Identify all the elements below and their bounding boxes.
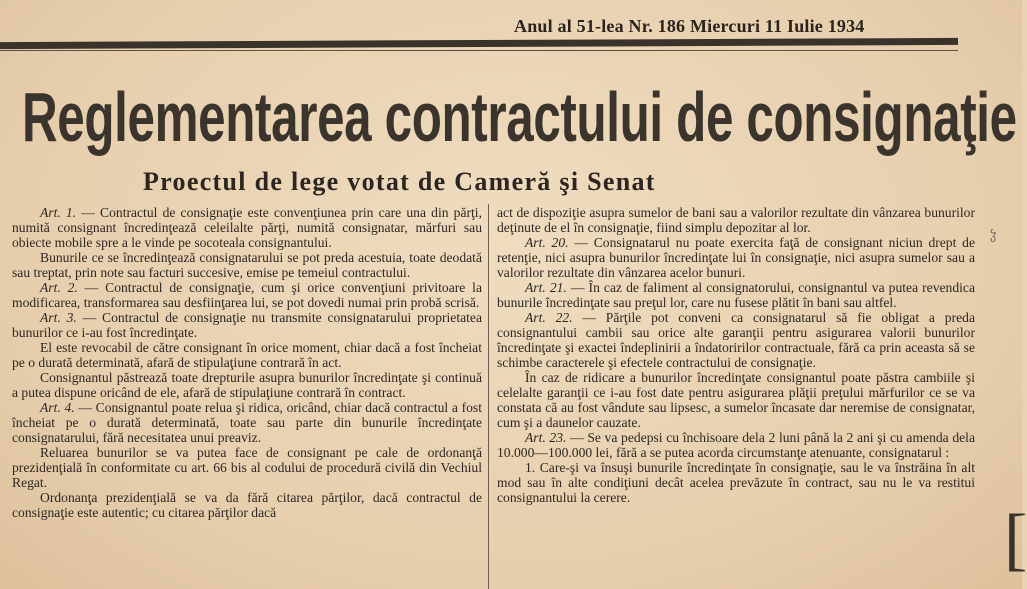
article-label: Art. 21.	[525, 280, 567, 295]
masthead-rule	[0, 38, 958, 49]
paragraph	[497, 370, 975, 430]
column-divider	[488, 204, 489, 589]
article-label: Art. 1.	[40, 205, 77, 220]
paragraph-text: — Consignantul poate relua şi ridica, oricând, chiar dacă contractul a fost încheiat pe o durată determinată, toate sau parte din bunurile încredinţate consignatarului, fără necesitatea unui preaviz.	[12, 400, 482, 445]
article-column-left	[12, 205, 482, 589]
column-bracket-mark: [	[1004, 501, 1027, 578]
paragraph	[12, 445, 482, 490]
paragraph-text: Bunurile ce se încredinţează consignatarului se pot preda acestuia, toate deodată sau treptat, prin note sau facturi succesive, emise pe temeiul contractului.	[12, 250, 482, 280]
article-label: Art. 4.	[40, 400, 75, 415]
paragraph-text: Consignantul păstrează toate drepturile asupra bunurilor încredinţate şi continuă a putea dispune oricând de ele, afară de stipulaţiune contrară în contract.	[12, 370, 482, 400]
paragraph	[12, 280, 482, 310]
paragraph	[12, 205, 482, 250]
masthead-thin-rule	[0, 50, 958, 51]
paragraph	[497, 430, 975, 460]
paragraph	[497, 310, 975, 370]
paragraph-text: — În caz de faliment al consignatorului, consignantul va putea revendica bunurile încredinţate sau preţul lor, care nu fusese plătit în bani sau altfel.	[497, 280, 975, 310]
article-subheadline: Proectul de lege votat de Cameră şi Senat	[143, 167, 656, 196]
paragraph-text: — Se va pedepsi cu închisoare dela 2 luni până la 2 ani şi cu amenda dela 10.000—100.000 lei, fără a se putea acorda circumstanţe atenuante, consignatarul :	[497, 430, 975, 460]
paragraph	[12, 400, 482, 445]
paragraph	[12, 310, 482, 340]
paragraph-text: Ordonanţa prezidenţială se va da fără citarea părţilor, dacă contractul de consignaţie este autentic; cu citarea părţilor dacă	[12, 490, 482, 520]
paragraph	[12, 250, 482, 280]
paragraph	[497, 235, 975, 280]
paragraph-text: — Consignatarul nu poate exercita faţă de consignant niciun drept de retenţie, nici asupra bunurilor încredinţate lui în consignaţie, nici asupra sumelor sau a valorilor rezultate din vânzarea acelor bunuri.	[497, 235, 975, 280]
paragraph-text: — Contractul de consignaţie este convenţiunea prin care una din părţi, numită consignant încredinţează celeilalte părţi, numită consignatar, mărfuri sau obiecte mobile spre a le vinde pe socoteala consignantului.	[12, 205, 482, 250]
paragraph-text: — Contractul de consignaţie, cum şi orice convenţiuni privitoare la modificarea, transformarea sau desfiinţarea lui, se pot dovedi numai prin probă scrisă.	[12, 280, 482, 310]
paragraph	[497, 280, 975, 310]
paragraph-text: El este revocabil de către consignant în orice moment, chiar dacă a fost încheiat pe o durată determinată, afară de stipulaţiune contrară în act.	[12, 340, 482, 370]
ink-speck: ჴ	[990, 228, 997, 242]
paragraph-text: Reluarea bunurilor se va putea face de consignant pe cale de ordonanţă prezidenţială în conformitate cu art. 66 bis al codului de procedură civilă din Vechiul Regat.	[12, 445, 482, 490]
paragraph	[497, 460, 975, 505]
article-label: Art. 23.	[525, 430, 567, 445]
issue-line: Anul al 51-lea Nr. 186 Miercuri 11 Iulie 1934	[514, 16, 865, 36]
article-label: Art. 2.	[40, 280, 78, 295]
article-label: Art. 22.	[525, 310, 573, 325]
paragraph	[12, 370, 482, 400]
paragraph-text: 1. Care-şi va însuşi bunurile încredinţate în consignaţie, sau le va înstrăina în alt mod sau în alte condiţiuni decât acelea prevăzute în contract, sau nu le va restitui consignantului la cerere.	[497, 460, 975, 505]
paragraph	[12, 340, 482, 370]
article-label: Art. 3.	[40, 310, 77, 325]
paragraph	[12, 490, 482, 520]
article-label: Art. 20.	[525, 235, 569, 250]
paragraph-text: — Contractul de consignaţie nu transmite consignatarului proprietatea bunurilor ce i-au fost încredinţate.	[12, 310, 482, 340]
paragraph-text: act de dispoziţie asupra sumelor de bani sau a valorilor rezultate din vânzarea bunurilor deţinute de el în consignaţie, fiind simplu depozitar al lor.	[497, 205, 975, 235]
paragraph-text: — Părţile pot conveni ca consignatarul să fie obligat a preda consignantului cambii sau orice alte garanţii pentru asigurarea valorii bunurilor încredinţate şi exactei îndeplinirii a îndatoririlor contractuale, fără ca prin aceasta să se schimbe caracterele şi efectele contractului de consignaţie.	[497, 310, 975, 370]
article-column-right	[497, 205, 975, 589]
article-headline: Reglementarea contractului de consignaţie	[22, 78, 1017, 156]
paragraph	[497, 205, 975, 235]
paragraph-text: În caz de ridicare a bunurilor încredinţate consignantul poate păstra cambiile şi celelalte garanţii ce i-au fost date pentru asigurarea plăţii preţului mărfurilor ce se va constata că au fost vândute sau lipsesc, a sumelor încasate dar neremise de consignatar, cum şi a daunelor cauzate.	[497, 370, 975, 430]
